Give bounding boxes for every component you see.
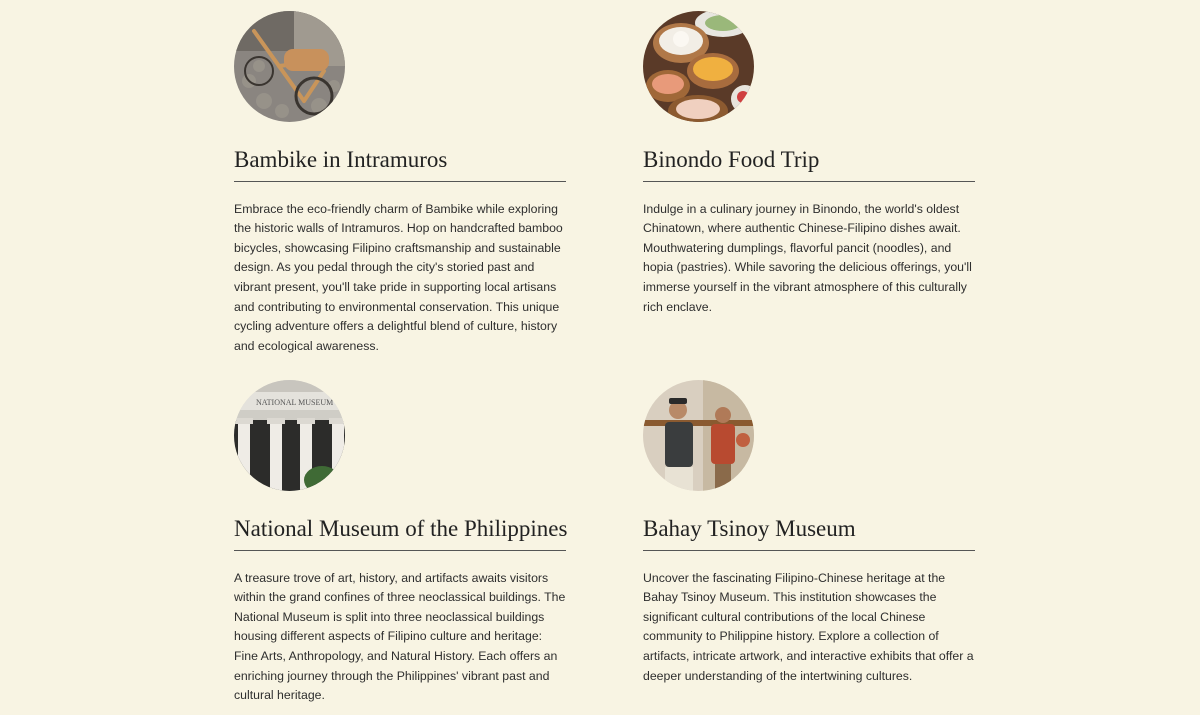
attraction-title: National Museum of the Philippines [234,515,566,551]
attraction-card-binondo [643,11,975,317]
attraction-title: Binondo Food Trip [643,146,975,182]
attraction-description: A treasure trove of art, history, and artifacts awaits visitors within the grand confines of three neoclassical buildings. The National Museum is split into three neoclassical buildings housing different aspects of Filipino culture and heritage: Fine Arts, Anthropology, and Natural History. Each offers an enriching journey through the Philippines' vibrant past and cultural heritage. [234,570,566,703]
museum-facade-image [234,380,345,491]
dim-sum-image [643,11,754,122]
attraction-card-bambike [234,11,566,356]
bamboo-bicycle-image [234,11,345,122]
attraction-title: Bambike in Intramuros [234,146,566,182]
attraction-card-national-museum [234,380,566,706]
attraction-description: Embrace the eco-friendly charm of Bambike while exploring the historic walls of Intramuros. Hop on handcrafted bamboo bicycles, showcasing Filipino craftsmanship and sustainable design. As you pedal through the city's storied past and vibrant present, you'll take pride in supporting local artisans and contributing to environmental conservation. This unique cycling adventure offers a delightful blend of culture, history and ecological awareness. [234,201,563,353]
museum-figures-image [643,380,754,491]
attraction-description: Uncover the fascinating Filipino-Chinese heritage at the Bahay Tsinoy Museum. This institution showcases the significant cultural contributions of the local Chinese community to Philippine history. Explore a collection of artifacts, intricate artwork, and interactive exhibits that offer a deeper understanding of the intertwining cultures. [643,570,974,683]
attraction-title: Bahay Tsinoy Museum [643,515,975,551]
attraction-card-bahay-tsinoy [643,380,975,686]
museum-sign-text: NATIONAL MUSEUM [256,398,334,407]
attraction-description: Indulge in a culinary journey in Binondo, the world's oldest Chinatown, where authentic Chinese-Filipino dishes await. Mouthwatering dumplings, flavorful pancit (noodles), and hopia (pastries). While savoring the delicious offerings, you'll immerse yourself in the vibrant atmosphere of this culturally rich enclave. [643,201,972,314]
